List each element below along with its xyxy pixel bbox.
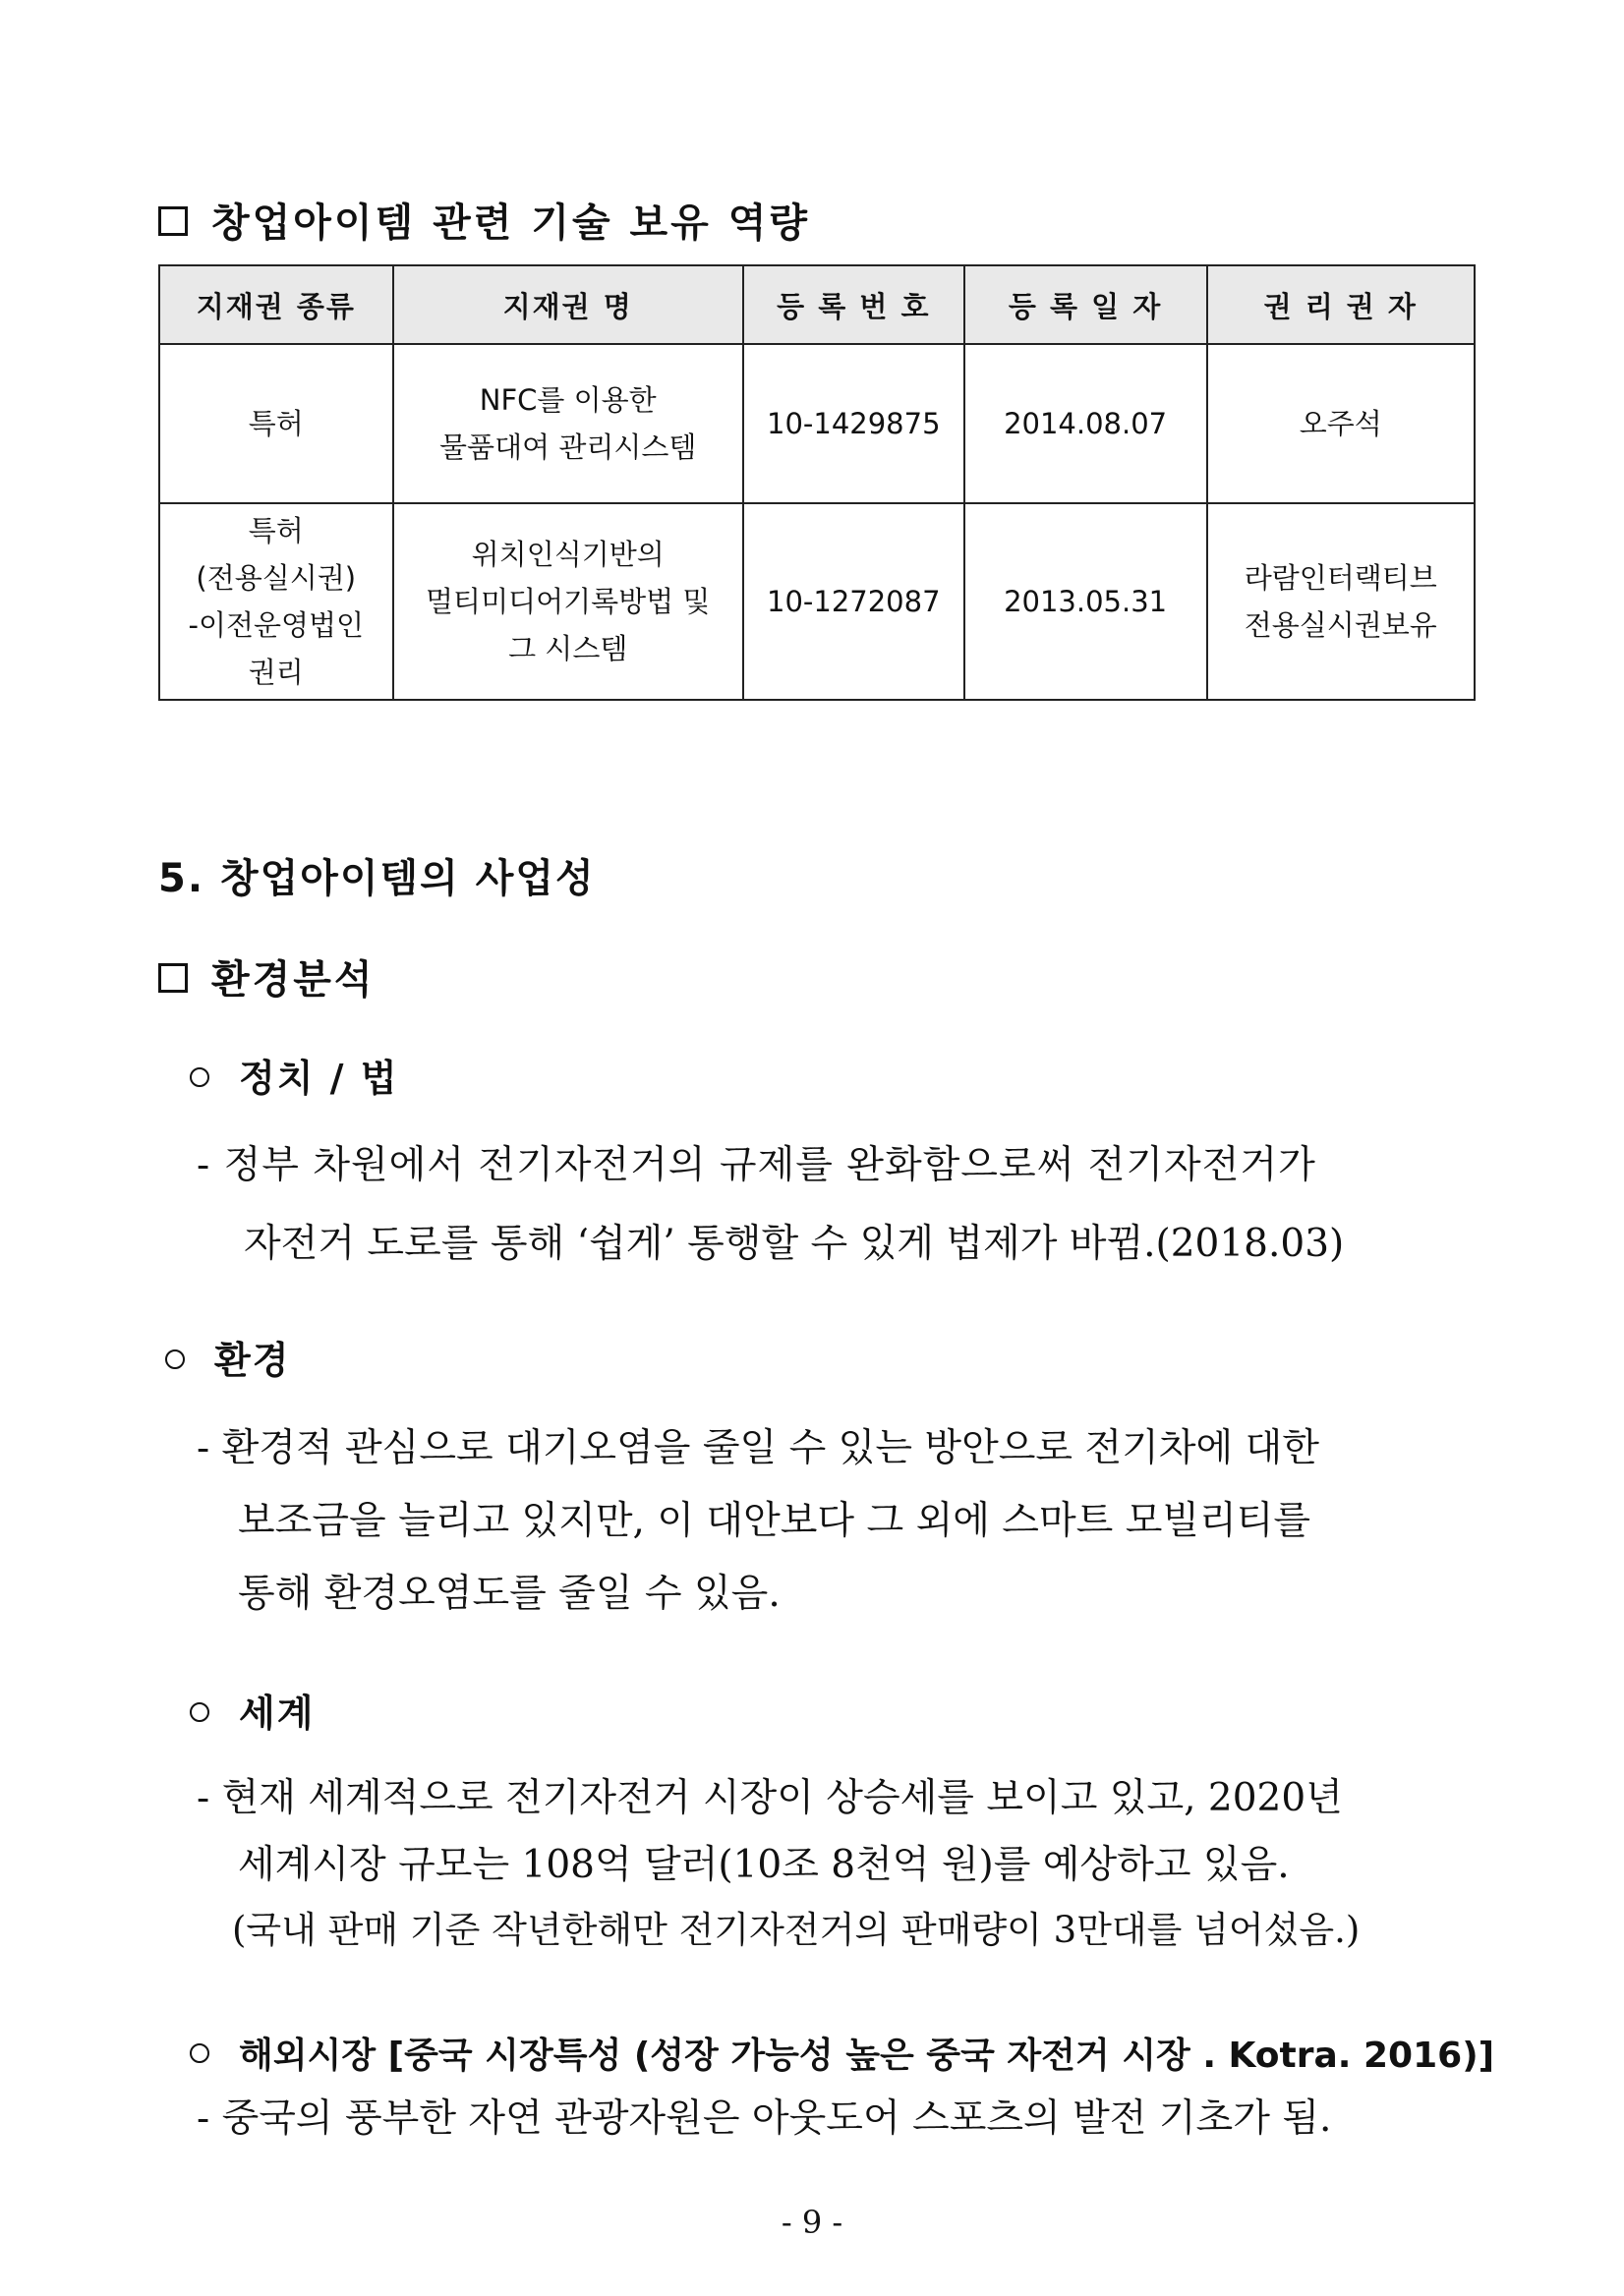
circle-bullet-icon: [190, 1702, 209, 1722]
col-header-reg-date: 등 록 일 자: [964, 265, 1207, 344]
ip-section-heading: 창업아이템 관련 기술 보유 역량: [158, 192, 810, 248]
cell-reg-no: 10-1272087: [743, 503, 964, 700]
table-row: [159, 344, 1475, 503]
square-bullet-icon: [158, 963, 188, 993]
environment-heading: 환경: [165, 1330, 290, 1384]
circle-bullet-icon: [190, 2043, 209, 2063]
text-line: - 현재 세계적으로 전기자전거 시장이 상승세를 보이고 있고, 2020년: [197, 1776, 1343, 1820]
environment-paragraph: [197, 1423, 1475, 1620]
world-heading: 세계: [190, 1683, 315, 1737]
world-paragraph: [197, 1773, 1475, 1956]
col-header-holder: 권 리 권 자: [1207, 265, 1475, 344]
env-analysis-heading: 환경분석: [158, 948, 376, 1004]
text-line: 통해 환경오염도를 줄일 수 있음.: [238, 1572, 781, 1616]
cell-reg-date: 2014.08.07: [964, 344, 1207, 503]
cell-reg-date: 2013.05.31: [964, 503, 1207, 700]
text-line: (국내 판매 기준 작년한해만 전기자전거의 판매량이 3만대를 넘어섰음.): [232, 1909, 1361, 1951]
cell-name: 위치인식기반의 멀티미디어기록방법 및 그 시스템: [393, 503, 743, 700]
overseas-paragraph: [197, 2094, 1475, 2145]
table-row: [159, 503, 1475, 700]
politics-paragraph: [197, 1140, 1475, 1270]
text-line: 보조금을 늘리고 있지만, 이 대안보다 그 외에 스마트 모빌리티를: [238, 1499, 1311, 1543]
col-header-name: 지재권 명: [393, 265, 743, 344]
section5-title: 5. 창업아이템의 사업성: [158, 856, 596, 901]
circle-bullet-icon: [165, 1349, 185, 1369]
page-number: - 9 -: [781, 2204, 843, 2241]
text-line: - 중국의 풍부한 자연 관광자원은 아웃도어 스포츠의 발전 기초가 됨.: [197, 2096, 1332, 2141]
cell-reg-no: 10-1429875: [743, 344, 964, 503]
ip-table: [158, 264, 1476, 701]
text-line: 자전거 도로를 통해 ‘쉽게’ 통행할 수 있게 법제가 바뀜.(2018.03): [244, 1222, 1345, 1266]
overseas-heading: 해외시장 [중국 시장특성 (성장 가능성 높은 중국 자전거 시장 . Kotra. 2016)]: [190, 2028, 1494, 2078]
circle-bullet-icon: [190, 1067, 209, 1087]
cell-type: 특허: [159, 344, 393, 503]
cell-holder: 라람인터랙티브 전용실시권보유: [1207, 503, 1475, 700]
table-header-row: [159, 265, 1475, 344]
cell-holder: 오주석: [1207, 344, 1475, 503]
text-line: - 환경적 관심으로 대기오염을 줄일 수 있는 방안으로 전기차에 대한: [197, 1426, 1319, 1470]
text-line: - 정부 차원에서 전기자전거의 규제를 완화함으로써 전기자전거가: [197, 1143, 1316, 1187]
cell-type: 특허 (전용실시권) -이전운영법인 권리: [159, 503, 393, 700]
square-bullet-icon: [158, 206, 188, 236]
col-header-type: 지재권 종류: [159, 265, 393, 344]
col-header-reg-no: 등 록 번 호: [743, 265, 964, 344]
text-line: 세계시장 규모는 108억 달러(10조 8천억 원)를 예상하고 있음.: [238, 1843, 1290, 1887]
politics-heading: 정치 / 법: [190, 1048, 398, 1102]
cell-name: NFC를 이용한 물품대여 관리시스템: [393, 344, 743, 503]
